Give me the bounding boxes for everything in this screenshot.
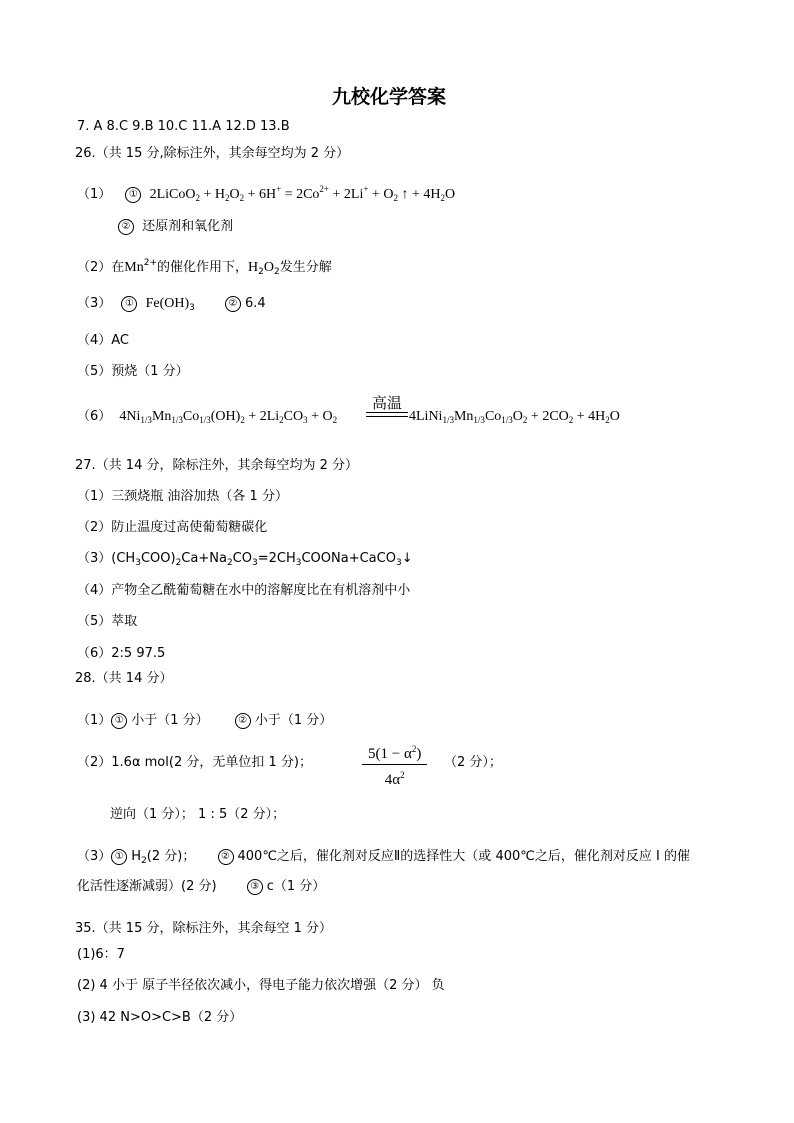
circled-1: ① <box>121 296 137 312</box>
q28-line2-tail: （2 分）； <box>444 755 502 770</box>
reaction-condition <box>366 394 408 417</box>
q28-header: 28.（共 14 分） <box>75 671 173 686</box>
q26-line6: （5）预烧（1 分） <box>77 364 189 379</box>
double-line <box>366 412 408 417</box>
circled-3: ③ <box>247 879 263 895</box>
q27-line4: （4）产物全乙酰葡萄糖在水中的溶解度比在有机溶剂中小 <box>77 583 411 598</box>
q27-header: 27.（共 14 分，除标注外，其余每空均为 2 分） <box>75 458 359 473</box>
circled-2: ② <box>225 296 241 312</box>
fraction <box>362 740 427 790</box>
q27-line2: （2）防止温度过高使葡萄糖碳化 <box>77 520 268 535</box>
circled-2: ② <box>118 219 134 235</box>
q28-line4: （3） ① $H_2(2$ 分)； ② 400℃之后，催化剂对反应Ⅱ的选择性大（或 400℃之后，催化剂对反应 I 的催 <box>77 849 690 866</box>
q26-line1 <box>77 180 455 207</box>
q26-line4: （3） ① $Fe(OH)_3$ ② 6.4 <box>77 296 266 313</box>
q28-line3: 逆向（1 分）； 1 : 5（2 分）； <box>110 807 286 822</box>
fraction-denominator: $4\alpha^2$ <box>384 770 405 788</box>
fraction-numerator: $5(1 - \alpha^2)$ <box>362 740 427 765</box>
equation-6-left: $4Ni_{1/3}Mn_{1/3}Co_{1/3}(OH)_2 + 2Li_2CO_3 + O_2$ <box>119 409 338 425</box>
mc-answers: 7. A 8.C 9.B 10.C 11.A 12.D 13.B <box>77 119 290 134</box>
q26-l2-text: 还原剂和氧化剂 <box>142 219 234 234</box>
q28-line5: 化活性逐渐减弱）(2 分) ③ c（1 分） <box>77 879 326 894</box>
q26-line3: （2）在$Mn^{2+}$的催化作用下，$H_2O_2$发生分解 <box>77 258 332 277</box>
q35-header: 35.（共 15 分，除标注外，其余每空 1 分） <box>75 921 333 936</box>
equation-6-right: $4LiNi_{1/3}Mn_{1/3}Co_{1/3}O_2 + 2CO_2 + 4H_2O$ <box>409 409 620 425</box>
condition-label: 高温 <box>371 394 402 412</box>
equation-1: 2LiCoO$_2$ + $H_2O_2 + 6H^+ = 2Co^{2+} + 2Li^+ + O_2$ ↑ + $4H_2O$ <box>149 184 456 203</box>
circled-1: ① <box>111 849 127 865</box>
q27-line1: （1）三颈烧瓶 油浴加热（各 1 分） <box>77 489 288 504</box>
q35-line1: (1)6：7 <box>77 947 125 962</box>
q26-l1-num: （1） <box>77 187 112 202</box>
q26-line2 <box>118 218 233 236</box>
q35-line3: (3) 42 N>O>C>B（2 分） <box>77 1010 243 1025</box>
circled-1: ① <box>125 187 141 203</box>
q27-line6: （6）2:5 97.5 <box>77 646 166 661</box>
q26-header: 26.（共 15 分,除标注外，其余每空均为 2 分） <box>75 146 350 161</box>
circled-2: ② <box>235 713 251 729</box>
q28-line1: （1） ① 小于（1 分） ② 小于（1 分） <box>77 713 333 728</box>
q28-line2: （2）1.6α mol(2 分，无单位扣 1 分)； <box>77 755 312 770</box>
circled-2: ② <box>218 849 234 865</box>
q27-line3: $(3)(CH_3COO)_2Ca+Na_2CO_3=2CH_3COONa+CaCO_3↓$ <box>77 551 413 568</box>
q27-line5: （5）萃取 <box>77 614 138 629</box>
page-title: 九校化学答案 <box>332 86 447 108</box>
q35-line2: (2) 4 小于 原子半径依次减小，得电子能力依次增强（2 分） 负 <box>77 978 445 993</box>
q26-line7: （6） $4Ni_{1/3}Mn_{1/3}Co_{1/3}(OH)_2 + 2Li_2CO_3 + O_2$ <box>77 409 338 425</box>
circled-1: ① <box>111 713 127 729</box>
q26-line5: （4）AC <box>77 333 130 348</box>
